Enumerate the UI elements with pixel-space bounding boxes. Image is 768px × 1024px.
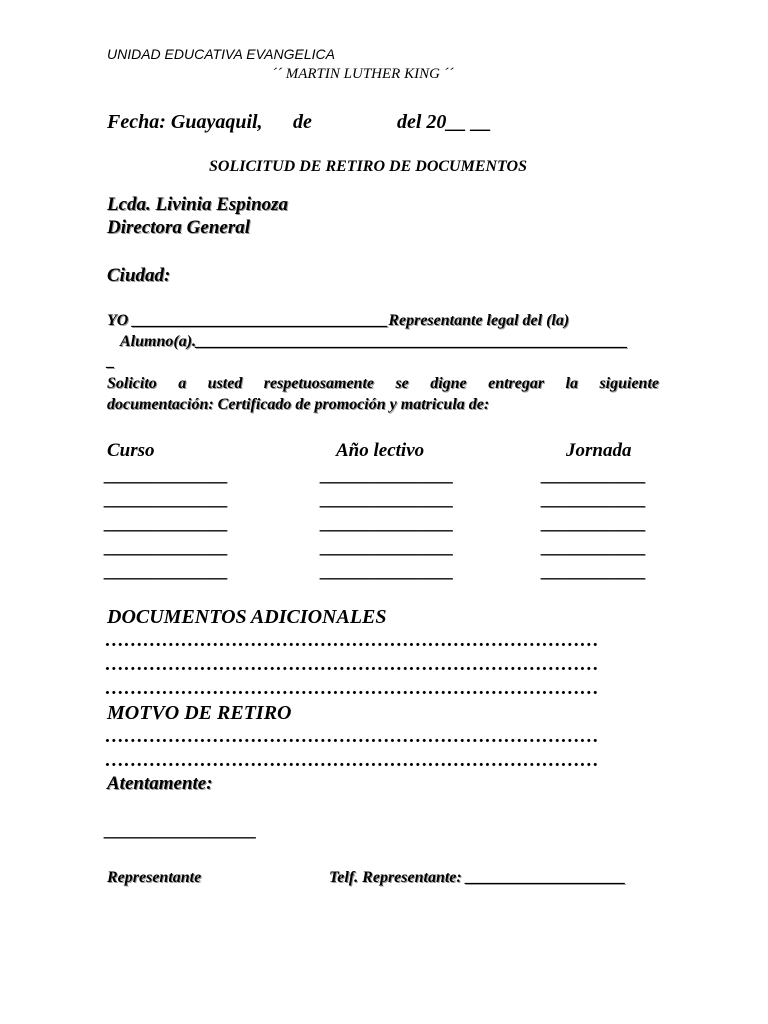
date-fecha: Fecha: Guayaquil, — [107, 111, 263, 133]
motivo-heading: MOTVO DE RETIRO — [107, 702, 292, 724]
request-line-2: documentación: Certificado de promoción y matricula de: — [107, 396, 490, 413]
telf-representante: Telf. Representante: ____________________ — [329, 869, 626, 886]
alumno-line: Alumno(a).______________________________________________________ — [120, 333, 629, 350]
anio-blank-2: ______________ — [321, 489, 454, 510]
jornada-blank-2: ___________ — [542, 489, 647, 510]
curso-blank-5: _____________ — [105, 561, 229, 582]
addressee-role: Directora General — [107, 217, 251, 238]
addressee-name: Lcda. Livinia Espinoza — [107, 194, 289, 215]
anio-blank-3: ______________ — [321, 513, 454, 534]
curso-blank-4: _____________ — [105, 537, 229, 558]
curso-blank-2: _____________ — [105, 489, 229, 510]
col-jornada-heading: Jornada — [566, 440, 632, 461]
document-title: SOLICITUD DE RETIRO DE DOCUMENTOS — [209, 158, 527, 175]
school-name: ´´ MARTIN LUTHER KING ´´ — [272, 66, 454, 82]
jornada-blank-4: ___________ — [542, 537, 647, 558]
addressee-city: Ciudad: — [107, 265, 171, 286]
school-line: UNIDAD EDUCATIVA EVANGELICA — [107, 46, 335, 62]
jornada-blank-1: ___________ — [542, 465, 647, 486]
jornada-blank-3: ___________ — [542, 513, 647, 534]
anio-blank-1: ______________ — [321, 465, 454, 486]
col-curso-heading: Curso — [107, 440, 155, 461]
jornada-blank-5: ___________ — [542, 561, 647, 582]
adicionales-dots-1: …………………………………………………………………… — [105, 630, 599, 651]
adicionales-dots-2: …………………………………………………………………… — [105, 654, 599, 675]
date-del: del 20__ __ — [397, 111, 492, 133]
motivo-dots-1: …………………………………………………………………… — [105, 726, 599, 747]
representante-label: Representante — [107, 869, 202, 886]
yo-line: YO ________________________________Representante legal del (la) — [107, 312, 570, 329]
anio-blank-5: ______________ — [321, 561, 454, 582]
curso-blank-3: _____________ — [105, 513, 229, 534]
adicionales-heading: DOCUMENTOS ADICIONALES — [107, 606, 387, 628]
signature-line: ________________ — [105, 820, 257, 841]
motivo-dots-2: …………………………………………………………………… — [105, 750, 599, 771]
col-anio-heading: Año lectivo — [336, 440, 425, 461]
date-de: de — [293, 111, 312, 133]
curso-blank-1: _____________ — [105, 465, 229, 486]
underscore-wrap: _ — [107, 353, 115, 370]
request-line-1: Solicito a usted respetuosamente se digne entregar la siguiente — [107, 375, 659, 392]
anio-blank-4: ______________ — [321, 537, 454, 558]
adicionales-dots-3: …………………………………………………………………… — [105, 678, 599, 699]
atentamente: Atentamente: — [107, 773, 213, 794]
